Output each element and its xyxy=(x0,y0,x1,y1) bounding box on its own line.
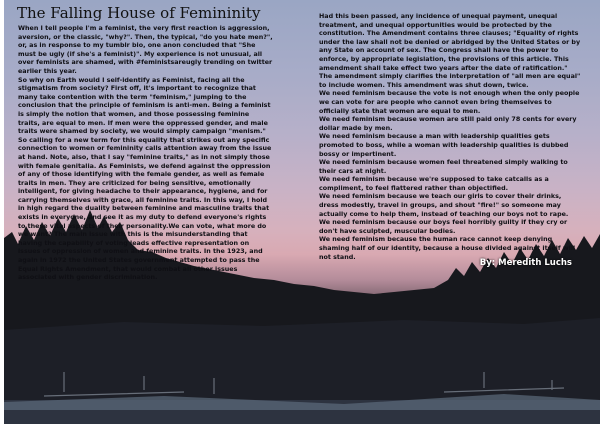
article-title: The Falling House of Femininity xyxy=(17,4,261,22)
author-byline: By: Meredith Luchs xyxy=(479,258,572,268)
body-paragraph: Had this been passed, any incidence of unequal payment, unequal treatment, and unequal opportunities would be protected by the constitution. The Amendment contains three clauses; "Equality of rights under the law shall not be denied or abridged by the United States or by any State on account of sex. The Congress shall have the power to enforce, by appropriate legislation, the provisions of this article. This amendment shall take effect two years after the date of ratification." The amendment simply clarifies the interpretation of "all men are equal" to include women. This amendment was shut down, twice. xyxy=(319,13,581,89)
body-paragraph: We need feminism because the vote is not enough when the only people we can vote for are people who cannot even bring themselves to officially state that women are equal to men. xyxy=(319,90,580,115)
body-paragraph: We need feminism because women are still paid only 78 cents for every dollar made by men. xyxy=(319,116,577,132)
article-column-left xyxy=(18,25,273,283)
body-paragraph: We need feminism because the human race cannot keep denying shaming half of our identity, because a house divided against itself will not stand. xyxy=(319,236,576,261)
body-paragraph: We need feminism because women feel threatened simply walking to their cars at night. xyxy=(319,159,568,175)
body-paragraph: We need feminism because a man with leadership qualities gets promoted to boss, while a woman with leadership qualities is dubbed bossy or impertinent. xyxy=(319,133,569,158)
body-paragraph: We need feminism because we teach our girls to cover their drinks, dress modestly, travel in groups, and shout "fire!" so someone may actually come to help them, instead of teaching our boys not to rape. xyxy=(319,193,569,218)
body-paragraph: So why on Earth would I self-identify as Feminist, facing all the stigmatism from society? First off, it's important to recognize that many take contention with the term "feminism," jumping to the conclusion that the principle of feminism is anti-men. Being a feminist is simply the notion that women, and those possessing feminine traits, are equal to men. If men were the oppressed gender, and male traits were shamed by society, we would simply campaign "menism." So calling for a new term for this equality that strikes out any specific connection to women or femininity calls attention away from the issue at hand. Note, also, that I say "feminine traits," as in not simply those with female genitalia. As Feminists, we defend against the oppression of any of those identifying with the female gender, as well as female traits in men. They are criticized for being sensitive, emotionally intelligent, for giving headache to their appearance, hygiene, and for carrying themselves with grace, all feminine traits. In this way, I hold in high regard the duality between feminine and masculine traits that exists in everyone, and see it as my duty to defend everyone's rights to these vital aspects of their personality.We can vote, what more do we want? The main issue with this is the misunderstanding that having the capability of voting leads effective representation on issues of oppression of women and feminine traits. In the 1923, and again in 1972 the United States government attempted to pass the Equal Rights Amendment, that would combat all other issues associated with gender discrimination. xyxy=(18,76,272,282)
article-column-right xyxy=(319,13,581,262)
body-paragraph: When I tell people I'm a feminist, the very first reaction is aggression, aversion, or the classic, "why?". Then, the typical, "do you hate men?", or, as in response to my tumblr bio, one anon concluded that "She must be ugly (if she's a feminist)". My experience is not unusual, all over feminists are shamed, with #feministsareugly trending on twitter earlier this year. xyxy=(18,25,273,75)
body-paragraph: We need feminism because we're supposed to take catcalls as a compliment, to feel flattered rather than objectified. xyxy=(319,176,549,192)
body-paragraph: We need feminism because our boys feel horribly guilty if they cry or don't have sculpted, muscular bodies. xyxy=(319,219,568,235)
